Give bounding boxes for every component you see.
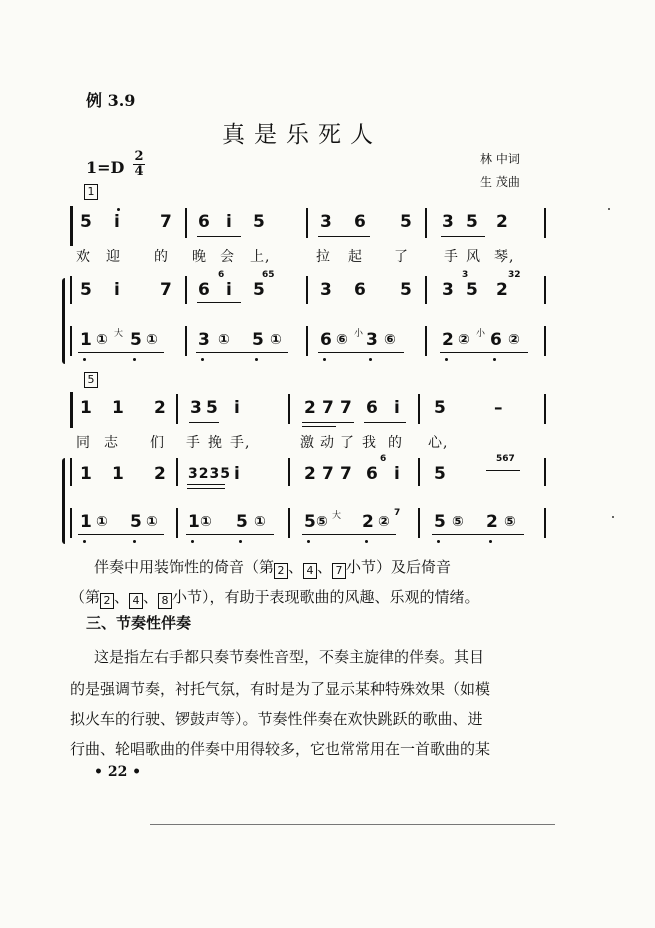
accomp-note: 5 (253, 280, 265, 300)
bass-note: 1 (188, 512, 200, 532)
accomp-note: 2 (496, 280, 508, 300)
bass-note: ⑤ (504, 514, 516, 530)
barline (544, 458, 546, 486)
bass-note: ① (200, 514, 212, 530)
lyric: 欢 (76, 249, 91, 265)
bass-note: ① (254, 514, 266, 530)
composer: 生 茂曲 (480, 175, 520, 189)
barline (176, 458, 178, 486)
accomp-note: 2 (304, 464, 316, 484)
octave-dot (133, 540, 136, 543)
scan-artifact-line (150, 824, 555, 825)
lyric: 志 (104, 435, 119, 451)
melody-note: 6 (354, 212, 366, 232)
melody-note: 2 (304, 398, 316, 418)
accomp-note: 5 (434, 464, 446, 484)
bass-note: ⑥ (384, 332, 396, 348)
barline (306, 276, 308, 304)
accomp-note: 5 (400, 280, 412, 300)
bass-note: ① (270, 332, 282, 348)
time-numerator: 2 (134, 149, 144, 164)
beam (302, 426, 336, 427)
melody-note: 3 (190, 398, 202, 418)
lyric: 动 (320, 435, 335, 451)
barline (176, 508, 178, 538)
beam (318, 352, 404, 353)
bass-note: ② (508, 332, 520, 348)
bass-note: 1 (80, 512, 92, 532)
barline (306, 208, 308, 238)
barline (185, 326, 187, 356)
octave-dot (191, 540, 194, 543)
grace-note: 32 (508, 270, 521, 280)
melody-note: 5 (466, 212, 478, 232)
dynamic-mark: 7 (394, 508, 401, 518)
bass-note: 3 (198, 330, 210, 350)
lyric: 了 (340, 435, 355, 451)
bass-note: ⑤ (452, 514, 464, 530)
octave-dot (201, 358, 204, 361)
barline (288, 458, 290, 486)
barline (544, 326, 546, 356)
grace-note: 6 (218, 270, 225, 280)
melody-note: 5 (253, 212, 265, 232)
measure-box: 8 (158, 593, 172, 609)
octave-dot (323, 358, 326, 361)
octave-dot (437, 540, 440, 543)
lyric: 拉 (316, 249, 331, 265)
octave-dot (445, 358, 448, 361)
melody-note: 2 (154, 398, 166, 418)
measure-box: 7 (332, 563, 346, 579)
key-signature: 1=D (86, 158, 125, 177)
bass-note: ⑤ (316, 514, 328, 530)
melody-note: i (226, 212, 232, 232)
lyric: 激 (300, 435, 315, 451)
accomp-note: i (234, 464, 240, 484)
scan-speck (612, 516, 614, 518)
melody-note: 3 (320, 212, 332, 232)
lyric: 起 (348, 249, 363, 265)
beam (78, 352, 164, 353)
grace-slur (486, 470, 520, 471)
melody-note: 6 (198, 212, 210, 232)
melody-note: 7 (340, 398, 352, 418)
bass-note: ① (218, 332, 230, 348)
accomp-note: 6 (354, 280, 366, 300)
paragraph-ornaments (94, 552, 564, 582)
lyric: 心, (428, 435, 449, 451)
melody-note: i (114, 212, 120, 232)
time-denominator: 4 (134, 164, 144, 179)
grace-note: 3 (462, 270, 469, 280)
paragraph-line: 这是指左右手都只奏节奏性音型，不奏主旋律的伴奏。其目 (94, 648, 485, 666)
octave-dot (307, 540, 310, 543)
text-run: 伴奏中用装饰性的倚音（第 (94, 558, 275, 576)
barline (425, 326, 427, 356)
lyric: 的 (388, 435, 403, 451)
accomp-note: 7 (322, 464, 334, 484)
accomp-note: i (226, 280, 232, 300)
beam (318, 236, 370, 237)
barline (288, 508, 290, 538)
bass-note: 2 (442, 330, 454, 350)
text-run: 小节）及后倚音 (346, 558, 452, 576)
barline (418, 508, 420, 538)
barline (418, 394, 420, 424)
barline (185, 276, 187, 304)
barline (70, 392, 73, 428)
piano-brace (62, 458, 65, 544)
barline (544, 208, 546, 238)
text-run: 、 (114, 588, 130, 606)
grace-note: 567 (496, 454, 515, 464)
melody-note: 5 (434, 398, 446, 418)
lyric: 的 (154, 249, 169, 265)
beam (78, 534, 164, 535)
barline (544, 276, 546, 304)
paragraph-ornaments-cont (70, 582, 560, 612)
octave-dot (255, 358, 258, 361)
grace-note: 6 (380, 454, 387, 464)
dynamic-mark: 大 (332, 511, 342, 521)
bass-note: ⑥ (336, 332, 348, 348)
melody-note: 3 (442, 212, 454, 232)
measure-box: 4 (303, 563, 317, 579)
barline (425, 208, 427, 238)
accomp-note: 3235 (188, 466, 231, 482)
piano-brace (62, 278, 65, 364)
bass-note: ② (458, 332, 470, 348)
melody-note: 1 (112, 398, 124, 418)
bass-note: ① (146, 514, 158, 530)
bass-note: 6 (320, 330, 332, 350)
rehearsal-mark: 5 (84, 372, 98, 388)
lyric: 迎 (106, 249, 121, 265)
beam (186, 534, 274, 535)
paragraph-line: 行曲、轮唱歌曲的伴奏中用得较多，它也常常用在一首歌曲的某 (70, 740, 491, 758)
beam (432, 534, 524, 535)
text-run: （第 (70, 588, 101, 606)
bass-note: ① (146, 332, 158, 348)
lyric: 同 (76, 435, 91, 451)
bass-note: 5 (130, 512, 142, 532)
paragraph-line: 拟火车的行驶、锣鼓声等）。节奏性伴奏在欢快跳跃的歌曲、进 (70, 710, 483, 728)
barline (70, 508, 72, 538)
barline (70, 206, 73, 246)
accomp-note: 3 (320, 280, 332, 300)
scan-speck (608, 208, 610, 210)
example-label: 例 3.9 (86, 91, 136, 110)
text-run: 、 (143, 588, 159, 606)
octave-dot (83, 358, 86, 361)
octave-dot (489, 540, 492, 543)
lyric: 上, (250, 249, 271, 265)
measure-box: 4 (129, 593, 143, 609)
accomp-note: 7 (160, 280, 172, 300)
measure-box: 2 (274, 563, 288, 579)
barline (544, 508, 546, 538)
beam (197, 236, 241, 237)
accomp-note: 5 (466, 280, 478, 300)
bass-note: 2 (362, 512, 374, 532)
melody-note: i (394, 398, 400, 418)
lyric: 手 (186, 435, 201, 451)
beam (187, 488, 225, 489)
octave-dot (239, 540, 242, 543)
accomp-note: 6 (198, 280, 210, 300)
octave-dot (365, 540, 368, 543)
barline (288, 394, 290, 424)
melody-note: 2 (496, 212, 508, 232)
melody-note: i (234, 398, 240, 418)
paragraph-line: 的是强调节奏，衬托气氛，有时是为了显示某种特殊效果（如模 (70, 680, 491, 698)
dynamic-mark: 大 (114, 329, 124, 339)
melody-note: 5 (206, 398, 218, 418)
bass-note: 5 (304, 512, 316, 532)
bass-note: ① (96, 514, 108, 530)
beam (196, 352, 288, 353)
bass-note: 5 (434, 512, 446, 532)
accomp-note: i (394, 464, 400, 484)
octave-dot (117, 208, 120, 211)
barline (306, 326, 308, 356)
melody-note: 6 (366, 398, 378, 418)
octave-dot (83, 540, 86, 543)
dynamic-mark: 小 (354, 329, 364, 339)
lyric: 了 (394, 249, 409, 265)
barline (70, 276, 72, 304)
melody-note: 7 (160, 212, 172, 232)
lyric: 挽 (208, 435, 223, 451)
bass-note: 5 (130, 330, 142, 350)
beam (364, 422, 406, 423)
accomp-note: 3 (442, 280, 454, 300)
octave-dot (493, 358, 496, 361)
bass-note: ① (96, 332, 108, 348)
octave-dot (133, 358, 136, 361)
barline (70, 326, 72, 356)
barline (544, 394, 546, 424)
bass-note: 5 (236, 512, 248, 532)
beam (189, 422, 219, 423)
section-heading: 三、节奏性伴奏 (86, 614, 192, 632)
octave-dot (369, 358, 372, 361)
lyric: 手, (230, 435, 251, 451)
barline (70, 458, 72, 486)
measure-box: 2 (100, 593, 114, 609)
lyric: 风 (466, 249, 481, 265)
barline (418, 458, 420, 486)
beam (197, 302, 241, 303)
lyricist: 林 中词 (480, 152, 520, 166)
lyric: 我 (362, 435, 377, 451)
accomp-note: 1 (112, 464, 124, 484)
melody-note: – (494, 398, 503, 418)
bass-note: 6 (490, 330, 502, 350)
beam (440, 352, 528, 353)
melody-note: 7 (322, 398, 334, 418)
accomp-note: i (114, 280, 120, 300)
bass-note: 1 (80, 330, 92, 350)
lyric: 会 (220, 249, 235, 265)
lyric: 晚 (192, 249, 207, 265)
beam (302, 534, 396, 535)
lyric: 手 (444, 249, 459, 265)
beam (302, 422, 354, 423)
time-signature (132, 150, 146, 179)
beam (441, 236, 485, 237)
accomp-note: 5 (80, 280, 92, 300)
accomp-note: 1 (80, 464, 92, 484)
rehearsal-mark: 1 (84, 184, 98, 200)
text-run: 小节），有助于表现歌曲的风趣、乐观的情绪。 (172, 588, 480, 606)
melody-note: 1 (80, 398, 92, 418)
beam (187, 484, 225, 485)
barline (176, 394, 178, 424)
page-number: • 22 • (94, 764, 142, 780)
dynamic-mark: 小 (476, 329, 486, 339)
melody-note: 5 (400, 212, 412, 232)
accomp-note: 2 (154, 464, 166, 484)
barline (425, 276, 427, 304)
lyric: 琴, (494, 249, 515, 265)
song-title: 真是乐死人 (222, 122, 382, 148)
accomp-note: 7 (340, 464, 352, 484)
text-run: 、 (288, 558, 304, 576)
bass-note: 3 (366, 330, 378, 350)
melody-note: 5 (80, 212, 92, 232)
bass-note: ② (378, 514, 390, 530)
bass-note: 5 (252, 330, 264, 350)
lyric: 们 (150, 435, 165, 451)
grace-note: 65 (262, 270, 275, 280)
barline (185, 208, 187, 238)
accomp-note: 6 (366, 464, 378, 484)
bass-note: 2 (486, 512, 498, 532)
text-run: 、 (317, 558, 333, 576)
